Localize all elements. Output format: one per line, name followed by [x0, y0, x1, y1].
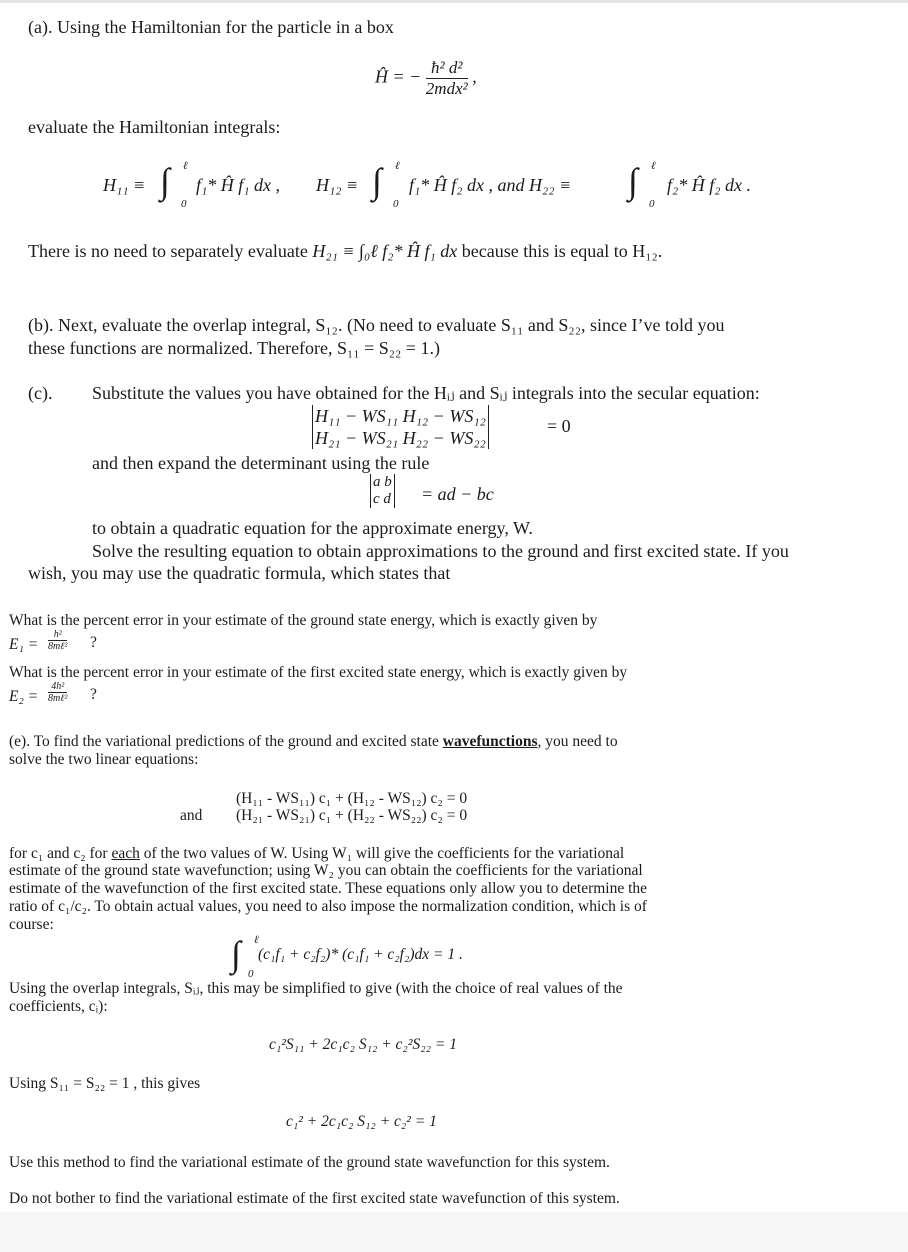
page-bottom-band [0, 1212, 908, 1252]
wish-text: wish, you may use the quadratic formula, which states that [28, 563, 451, 583]
part-b-line1: (b). Next, evaluate the overlap integral, S₁₂. (No need to evaluate S₁₁ and S₂₂, since I’ve told you [28, 315, 725, 335]
h21-note [28, 241, 662, 262]
part-b-line2: these functions are normalized. Therefore, S₁₁ = S₂₂ = 1.) [28, 338, 440, 358]
overlap-line2: coefficients, cᵢ): [9, 998, 108, 1015]
e1-numerator: h² [53, 629, 62, 640]
obtain-text: to obtain a quadratic equation for the approximate energy, W. [92, 518, 533, 538]
normalization-integrand: (c₁f₁ + c₂f₂)* (c₁f₁ + c₂f₂)dx = 1 . [258, 946, 463, 963]
and-text: and [180, 807, 203, 824]
part-a-intro: (a). Using the Hamiltonian for the particle in a box [28, 17, 394, 37]
normalization-equation-2: c₁² + 2c₁c₂ S₁₂ + c₂² = 1 [286, 1113, 437, 1130]
rule-row1: a b [373, 474, 392, 490]
hamiltonian-equation [375, 58, 477, 99]
solve-text: Solve the resulting equation to obtain approximations to the ground and first excited state. If you [92, 541, 789, 561]
part-c-label: (c). [28, 383, 53, 403]
norm-lower-limit: 0 [248, 968, 254, 980]
h22-integral-sign: ∫ [628, 161, 638, 201]
e2-denominator: 8mℓ² [48, 693, 68, 704]
part-e-line1 [9, 733, 618, 751]
para-line5: course: [9, 916, 54, 933]
para-line1-end: of the two values of W. Using W₁ will give the coefficients for the variational [139, 845, 625, 862]
wavefunctions-link[interactable]: wavefunctions [442, 733, 538, 750]
h21-note-start: There is no need to separately evaluate [28, 241, 313, 261]
h12-integrand: f₁* Ĥ f₂ dx , and H₂₂ ≡ [409, 175, 572, 195]
top-divider [0, 0, 908, 3]
para-line3: estimate of the wavefunction of the first excited state. These equations only allow you to determine the [9, 880, 648, 897]
rule-result: = ad − bc [421, 484, 494, 504]
para-line2: estimate of the ground state wavefunction; using W₂ you can obtain the coefficients for the variational [9, 862, 643, 879]
e2-numerator: 4h² [51, 681, 65, 692]
para-line4: ratio of c₁/c₂. To obtain actual values, you need to also impose the normalization condition, which is of [9, 898, 647, 915]
e1-fraction [48, 629, 67, 652]
normalization-equation-1: c₁²S₁₁ + 2c₁c₂ S₁₂ + c₂²S₂₂ = 1 [269, 1036, 457, 1053]
expand-text: and then expand the determinant using the rule [92, 453, 430, 473]
secular-determinant [312, 405, 489, 449]
excited-state-question: What is the percent error in your estimate of the first excited state energy, which is exactly given by [9, 664, 628, 681]
method-text: Use this method to find the variational estimate of the ground state wavefunction for this system. [9, 1154, 610, 1171]
e2-lhs: E₂ = [9, 688, 39, 705]
secular-equals-zero: = 0 [547, 416, 571, 436]
part-e-line1-end: , you need to [537, 733, 618, 750]
h22-lower-limit: 0 [649, 198, 655, 210]
h22-integrand: f₂* Ĥ f₂ dx . [667, 175, 752, 195]
e2-fraction [48, 681, 67, 704]
e1-lhs: E₁ = [9, 636, 39, 653]
h11-integrand: f₁* Ĥ f₁ dx , [196, 175, 281, 195]
rule-determinant [370, 474, 395, 508]
h22-upper-limit: ℓ [651, 160, 656, 172]
hamiltonian-numerator: ħ² d² [431, 58, 463, 77]
secular-determinant-row1: H₁₁ − WS₁₁ H₁₂ − WS₁₂ [315, 406, 486, 426]
para-line1-start: for c₁ and c₂ for [9, 845, 112, 862]
part-e-line1-start: (e). To find the variational predictions of the ground and excited state [9, 733, 443, 750]
ground-state-question: What is the percent error in your estimate of the ground state energy, which is exactly given by [9, 612, 598, 629]
e2-question-mark: ? [90, 686, 97, 703]
bother-text: Do not bother to find the variational estimate of the first excited state wavefunction of this system. [9, 1190, 620, 1207]
para-line1 [9, 845, 624, 863]
e1-question-mark: ? [90, 634, 97, 651]
overlap-line1: Using the overlap integrals, Sᵢⱼ, this may be simplified to give (with the choice of real values of the [9, 980, 623, 997]
linear-equation-1: (H₁₁ - WS₁₁) c₁ + (H₁₂ - WS₁₂) c₂ = 0 [236, 790, 468, 807]
each-underlined: each [111, 845, 140, 862]
h12-integral-sign: ∫ [372, 161, 382, 201]
h11-integral-sign: ∫ [160, 161, 170, 201]
hamiltonian-denominator: 2mdx² [425, 79, 468, 98]
using-text: Using S₁₁ = S₂₂ = 1 , this gives [9, 1075, 201, 1092]
secular-determinant-row2: H₂₁ − WS₂₁ H₂₂ − WS₂₂ [315, 428, 486, 448]
rule-row2: c d [373, 491, 391, 507]
h12-lhs: H₁₂ ≡ [316, 175, 359, 195]
part-c-line1: Substitute the values you have obtained for the Hᵢⱼ and Sᵢⱼ integrals into the secular equation: [92, 383, 760, 403]
hamiltonian-comma: , [472, 66, 477, 87]
linear-equation-2: (H₂₁ - WS₂₁) c₁ + (H₂₂ - WS₂₂) c₂ = 0 [236, 807, 468, 824]
h11-lower-limit: 0 [181, 198, 187, 210]
norm-integral-sign: ∫ [231, 934, 241, 974]
h12-upper-limit: ℓ [395, 160, 400, 172]
evaluate-text: evaluate the Hamiltonian integrals: [28, 117, 281, 137]
h21-note-end: because this is equal to H₁₂. [457, 241, 663, 261]
e1-denominator: 8mℓ² [48, 641, 68, 652]
norm-upper-limit: ℓ [254, 934, 259, 946]
h11-upper-limit: ℓ [183, 160, 188, 172]
h11-lhs: H₁₁ ≡ [103, 175, 146, 195]
h21-note-math: H₂₁ ≡ ∫₀ℓ f₂* Ĥ f₁ dx [312, 241, 458, 261]
part-e-line2: solve the two linear equations: [9, 751, 199, 768]
hamiltonian-lhs: Ĥ = − [375, 66, 422, 87]
h12-lower-limit: 0 [393, 198, 399, 210]
